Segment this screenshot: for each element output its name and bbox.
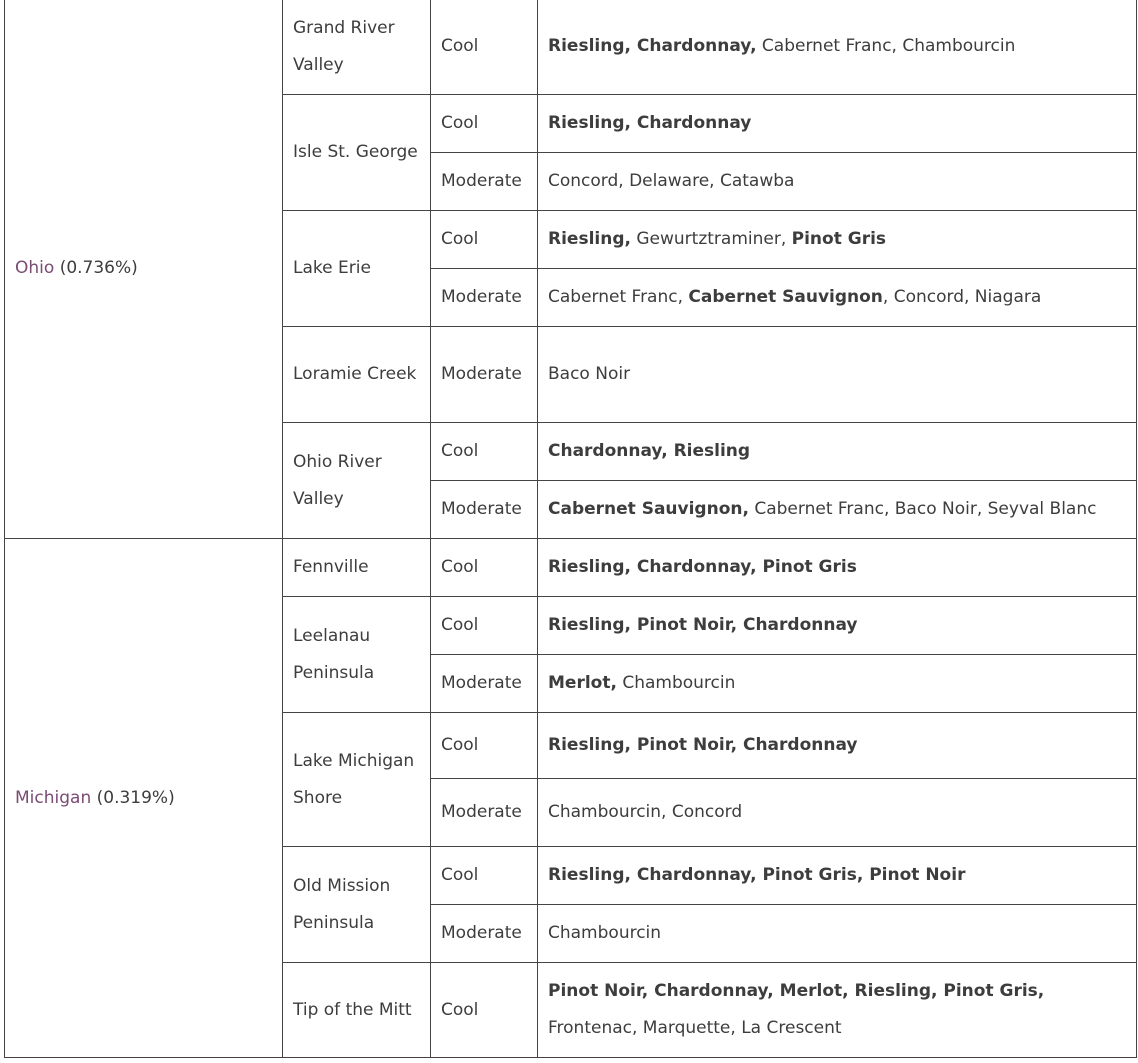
grape-list-bold: Riesling, Chardonnay, Pinot Gris (548, 557, 857, 577)
grape-list: Baco Noir (548, 364, 631, 384)
grapes-cell (538, 269, 1137, 327)
grape-list: Concord, Delaware, Catawba (548, 171, 795, 191)
state-cell (5, 0, 283, 539)
grape-list-bold: Riesling, Chardonnay (548, 113, 752, 133)
grapes-cell (538, 539, 1137, 597)
grape-list: Frontenac, Marquette, La Crescent (548, 981, 1050, 1038)
climate-cell: Moderate (431, 905, 538, 963)
grape-list: Chambourcin (548, 923, 662, 943)
grape-list-bold: Chardonnay, Riesling (548, 441, 751, 461)
grape-list-bold: Riesling, Chardonnay, Pinot Gris, Pinot Noir (548, 865, 966, 885)
ava-name: Ohio River Valley (283, 423, 431, 539)
grapes-cell (538, 0, 1137, 95)
grapes-cell (538, 597, 1137, 655)
grape-list-bold: Riesling, (548, 229, 631, 249)
ava-name: Leelanau Peninsula (283, 597, 431, 713)
grape-list-bold: Riesling, Pinot Noir, Chardonnay (548, 735, 858, 755)
grapes-cell (538, 327, 1137, 423)
climate-cell: Cool (431, 0, 538, 95)
ava-name: Loramie Creek (283, 327, 431, 423)
climate-cell: Cool (431, 713, 538, 779)
climate-cell: Moderate (431, 655, 538, 713)
grapes-cell (538, 905, 1137, 963)
table-row (5, 0, 1137, 95)
grapes-cell (538, 423, 1137, 481)
grape-list-bold: Riesling, Chardonnay, (548, 36, 757, 56)
climate-cell: Moderate (431, 481, 538, 539)
climate-cell: Cool (431, 597, 538, 655)
climate-cell: Cool (431, 95, 538, 153)
climate-cell: Moderate (431, 269, 538, 327)
grapes-cell (538, 95, 1137, 153)
grape-list-bold: Riesling, Pinot Noir, Chardonnay (548, 615, 858, 635)
ava-name: Isle St. George (283, 95, 431, 211)
climate-cell: Cool (431, 211, 538, 269)
grapes-cell (538, 153, 1137, 211)
grapes-cell (538, 963, 1137, 1058)
grape-list: Cabernet Franc, Baco Noir, Seyval Blanc (748, 499, 1097, 519)
climate-cell: Moderate (431, 779, 538, 847)
grape-list-bold: Pinot Noir, Chardonnay, Merlot, Riesling, Pinot Gris, (548, 981, 1045, 1001)
grape-list-bold: Cabernet Sauvignon (688, 287, 883, 307)
grapes-cell (538, 211, 1137, 269)
climate-cell: Cool (431, 847, 538, 905)
state-share: (0.736%) (59, 258, 138, 278)
grape-list: Gewurtztraminer, (630, 229, 792, 249)
ava-name: Tip of the Mitt (283, 963, 431, 1058)
grape-list-bold: Cabernet Sauvignon, (548, 499, 749, 519)
ava-name: Fennville (283, 539, 431, 597)
grapes-cell (538, 779, 1137, 847)
grapes-cell (538, 481, 1137, 539)
grapes-cell (538, 847, 1137, 905)
table-row (5, 539, 1137, 597)
climate-cell: Cool (431, 963, 538, 1058)
state-cell (5, 539, 283, 1058)
ava-name: Old Mission Peninsula (283, 847, 431, 963)
grape-list-bold: Merlot, (548, 673, 617, 693)
state-share: (0.319%) (96, 787, 175, 808)
grape-list: Chambourcin, Concord (548, 802, 743, 822)
ava-name: Lake Erie (283, 211, 431, 327)
grape-list: Cabernet Franc, Chambourcin (756, 36, 1016, 56)
table-body (5, 0, 1137, 1058)
grapes-cell (538, 713, 1137, 779)
grape-list: , Concord, Niagara (882, 287, 1042, 307)
grape-list: Chambourcin (616, 673, 736, 693)
wine-region-table (4, 0, 1137, 1058)
ava-name: Grand River Valley (283, 0, 431, 95)
climate-cell: Moderate (431, 153, 538, 211)
climate-cell: Moderate (431, 327, 538, 423)
grape-list-bold: Pinot Gris (791, 229, 887, 249)
state-link[interactable]: Michigan (15, 787, 92, 808)
climate-cell: Cool (431, 423, 538, 481)
state-link[interactable]: Ohio (15, 258, 55, 278)
climate-cell: Cool (431, 539, 538, 597)
grapes-cell (538, 655, 1137, 713)
grape-list: Cabernet Franc, (548, 287, 689, 307)
ava-name: Lake Michigan Shore (283, 713, 431, 847)
